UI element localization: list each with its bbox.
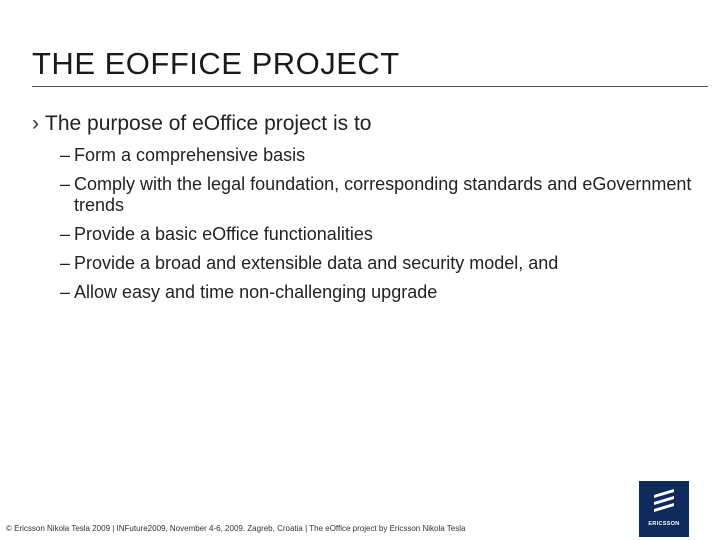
sub-bullet-text: Comply with the legal foundation, corresponding standards and eGovernment trends [74, 174, 692, 215]
sub-bullet-text: Provide a basic eOffice functionalities [74, 224, 373, 244]
sub-bullet-text: Provide a broad and extensible data and security model, and [74, 253, 559, 273]
dash-icon: – [60, 253, 71, 273]
sub-bullet-text: Allow easy and time non-challenging upgrade [74, 282, 438, 302]
dash-icon: – [60, 224, 71, 244]
slide-title: THE EOFFICE PROJECT [32, 46, 400, 81]
sub-bullet-item [60, 282, 700, 303]
sub-bullet-item [60, 174, 700, 216]
main-bullet [32, 112, 371, 136]
main-bullet-text: The purpose of eOffice project is to [45, 112, 372, 135]
sub-bullet-item [60, 224, 700, 245]
sub-bullet-item [60, 145, 700, 166]
sub-bullet-list [60, 145, 700, 311]
sub-bullet-item [60, 253, 700, 274]
title-divider [32, 86, 708, 87]
ericsson-logo-icon [639, 481, 689, 521]
chevron-right-icon: › [32, 112, 39, 135]
ericsson-logo [639, 481, 689, 537]
sub-bullet-text: Form a comprehensive basis [74, 145, 306, 165]
dash-icon: – [60, 174, 71, 194]
footer-text: © Ericsson Nikola Tesla 2009 | INFuture2009, November 4-6, 2009. Zagreb, Croatia | The eOffice project by Ericsson Nikola Tesla [6, 524, 466, 533]
logo-wordmark: ERICSSON [648, 521, 680, 527]
dash-icon: – [60, 282, 71, 302]
dash-icon: – [60, 145, 71, 165]
